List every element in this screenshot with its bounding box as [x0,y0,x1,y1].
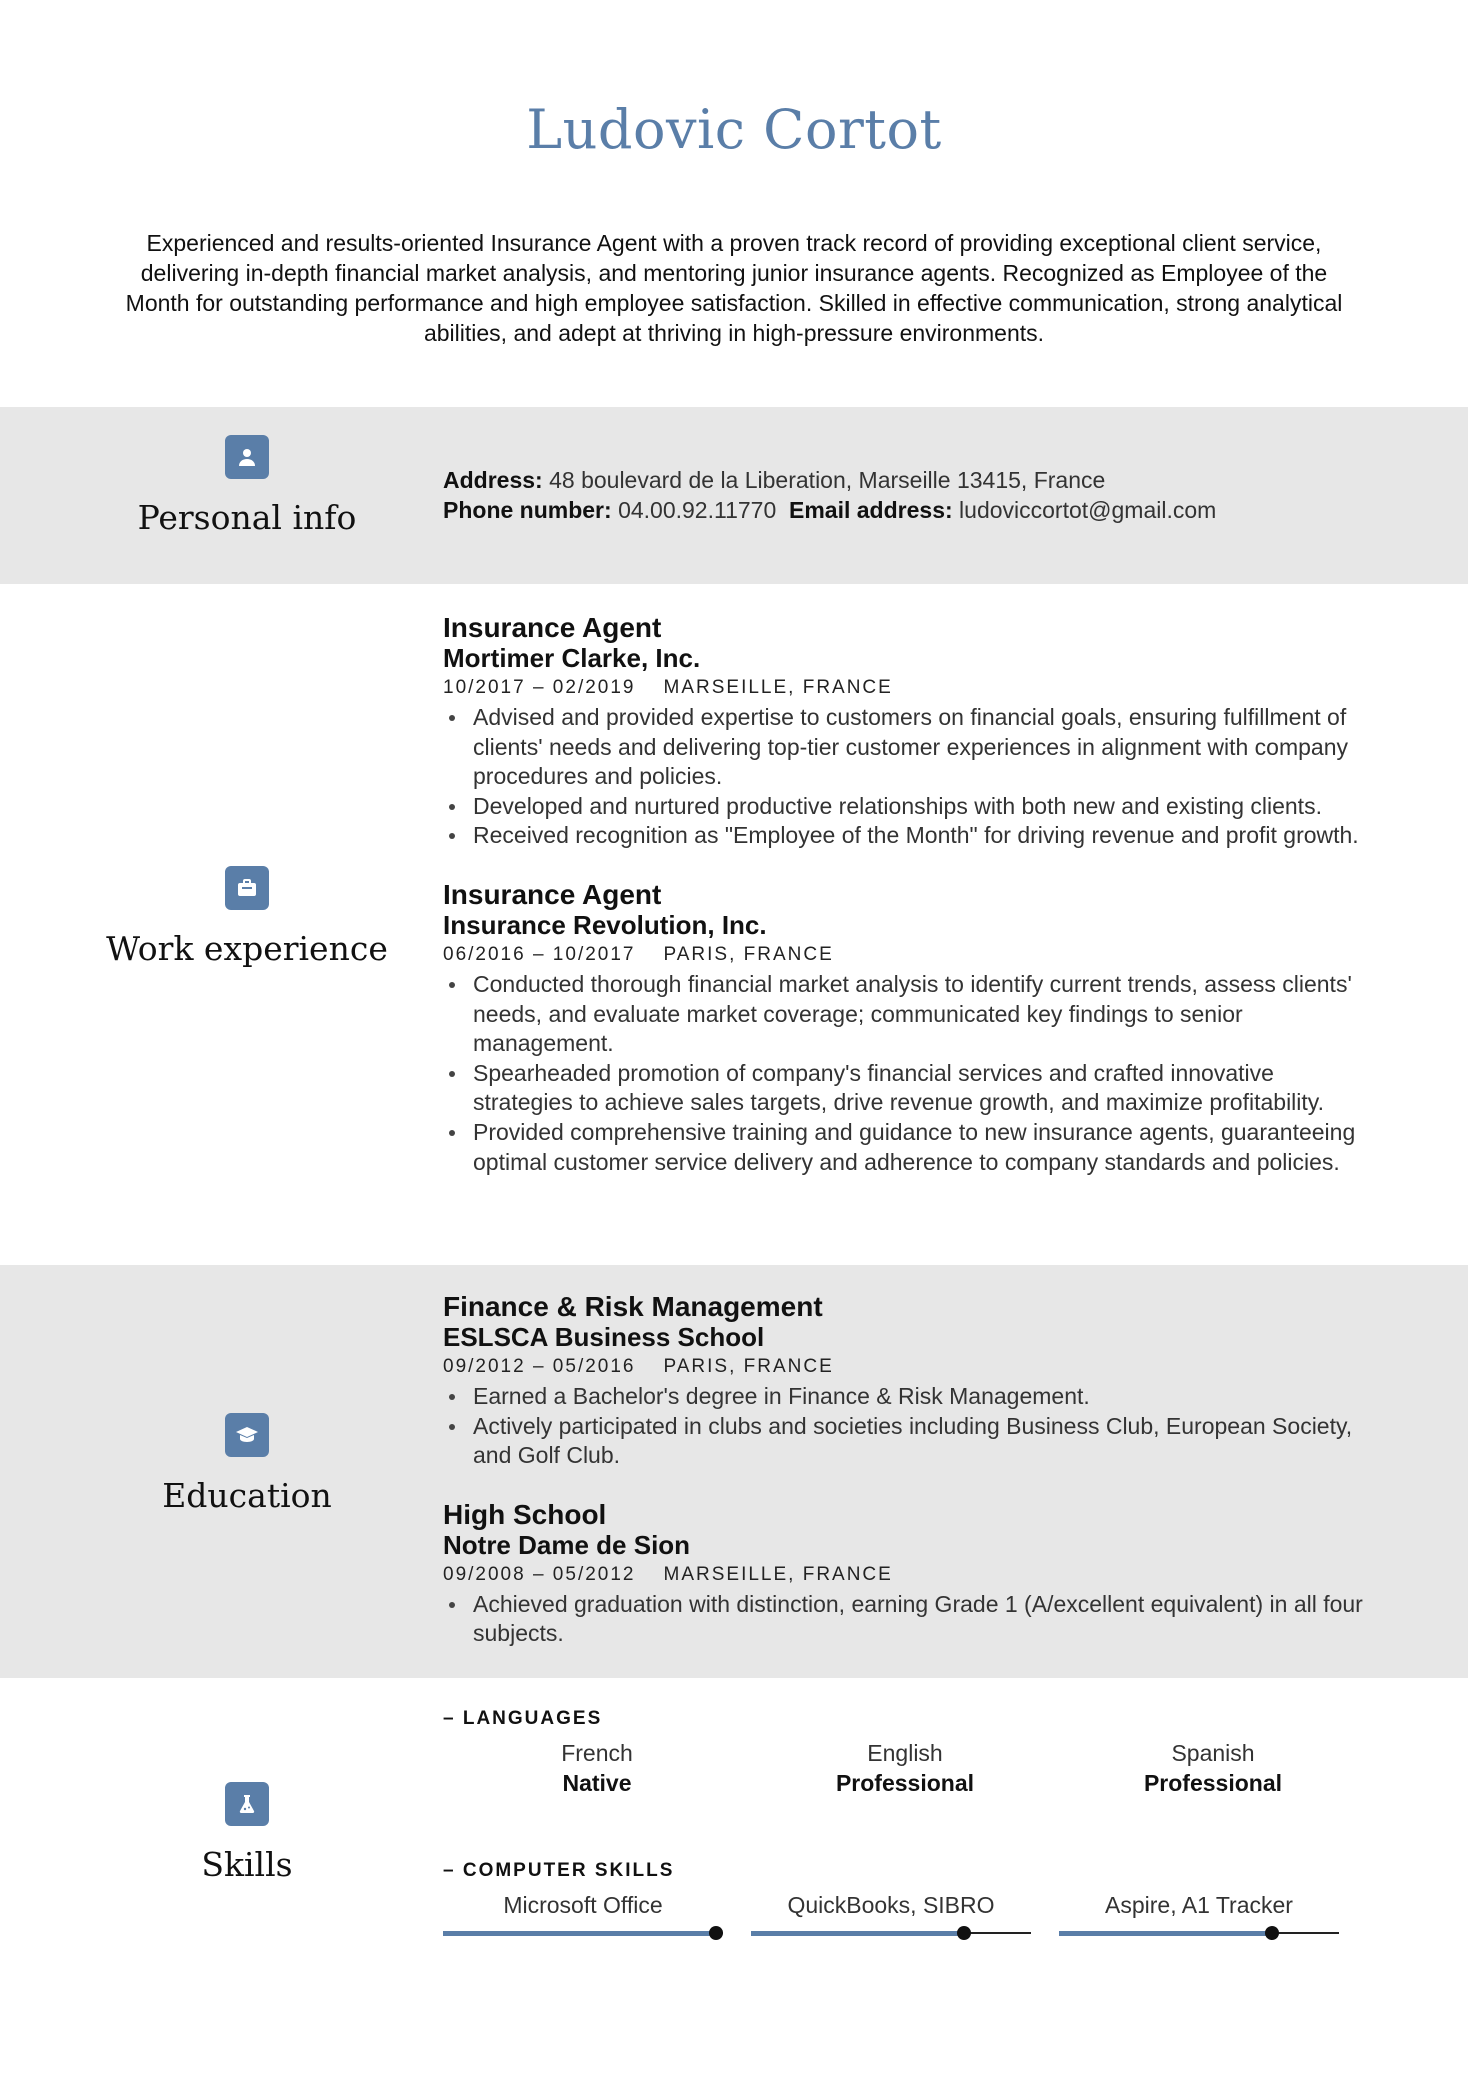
language-name: French [561,1740,633,1766]
language-level: Professional [835,1770,975,1796]
candidate-name: Ludovic Cortot [526,98,942,161]
computer-skill-name: Microsoft Office [503,1892,663,1918]
skill-level-bar [1059,1926,1339,1940]
school-name: ESLSCA Business School [443,1322,765,1352]
entry-dates: 10/2017 – 02/2019 [443,677,636,698]
entry-meta [443,1560,1373,1590]
bullet-item: Advised and provided expertise to customers on financial goals, ensuring fulfillment of clients' needs and delivering top-tier customer experiences in alignment with company procedures and policies. [443,703,1373,792]
computer-skills-list [443,1890,1373,1940]
skill-bar-knob [1265,1926,1279,1940]
language-item [751,1738,1059,1798]
entry-dates: 09/2012 – 05/2016 [443,1356,636,1377]
bullet-item: Spearheaded promotion of company's financial services and crafted innovative strategies to achieve sales targets, drive revenue growth, and maximize profitability. [443,1059,1373,1118]
language-item [1059,1738,1367,1798]
entry-meta [443,673,1373,703]
bullet-item: Earned a Bachelor's degree in Finance & Risk Management. [443,1382,1373,1412]
skill-bar-knob [957,1926,971,1940]
email-value: ludoviccortot@gmail.com [959,497,1217,523]
computer-skill-name: Aspire, A1 Tracker [1105,1892,1293,1918]
education-sidebar [0,1413,494,1515]
company-name: Mortimer Clarke, Inc. [443,643,701,673]
bullet-list [443,1382,1373,1471]
email-label: Email address: [789,497,953,523]
skills-title: Skills [201,1845,293,1884]
phone-label: Phone number: [443,497,612,523]
education-title: Education [162,1476,332,1515]
work-entry [443,612,1373,851]
bullet-item: Achieved graduation with distinction, earning Grade 1 (A/excellent equivalent) in all four subjects. [443,1590,1373,1649]
language-name: Spanish [1171,1740,1255,1766]
personal-info-content [443,465,1373,525]
language-level: Professional [1143,1770,1283,1796]
address-label: Address: [443,467,543,493]
address-value: 48 boulevard de la Liberation, Marseille 13415, France [549,467,1106,493]
bullet-list [443,703,1373,851]
work-entry [443,879,1373,1177]
job-title: Insurance Agent [443,612,662,643]
skill-bar-fill [443,1931,716,1936]
bullet-item: Conducted thorough financial market analysis to identify current trends, assess clients' needs, and evaluate market coverage; communicated key findings to senior management. [443,970,1373,1059]
computer-skill-name: QuickBooks, SIBRO [787,1892,995,1918]
degree-title: Finance & Risk Management [443,1291,823,1322]
computer-skills-heading: – COMPUTER SKILLS [443,1860,675,1881]
entry-meta [443,1352,1373,1382]
personal-info-section [0,407,1468,584]
work-experience-sidebar [0,866,494,968]
school-name: Notre Dame de Sion [443,1529,691,1560]
personal-info-sidebar [0,435,494,537]
skill-bar-knob [709,1926,723,1940]
entry-dates: 09/2008 – 05/2012 [443,1563,636,1585]
entry-location: PARIS, FRANCE [663,943,834,965]
job-title: Insurance Agent [443,878,662,910]
skills-section [0,1678,1468,2076]
entry-dates: 06/2016 – 10/2017 [443,943,636,965]
skills-sidebar [0,1782,494,1884]
company-name: Insurance Revolution, Inc. [443,909,767,940]
skill-bar-fill [751,1931,964,1936]
education-entry [443,1291,1373,1471]
profile-summary: Experienced and results-oriented Insurance Agent with a proven track record of providing exceptional client service, delivering in-depth financial market analysis, and mentoring junior insurance agents. Recognized as Employee of the Month for outstanding performance and high employee satisfaction. Skilled in effective communication, strong analytical abilities, and adept at thriving in high-pressure environments. [125,230,1343,346]
language-name: English [867,1740,943,1766]
flask-icon [225,1782,269,1826]
degree-title: High School [443,1498,607,1530]
bullet-list [443,1590,1373,1649]
computer-skill-item [751,1890,1059,1940]
entry-location: MARSEILLE, FRANCE [663,1563,893,1585]
phone-value: 04.00.92.11770 [618,497,777,523]
skill-bar-fill [1059,1931,1272,1936]
skill-level-bar [443,1926,723,1940]
skills-content [443,1708,1373,1940]
education-section [0,1265,1468,1678]
address-line [443,465,1373,495]
bullet-list [443,970,1373,1177]
computer-skill-item [443,1890,751,1940]
bullet-item: Provided comprehensive training and guidance to new insurance agents, guaranteeing optimal customer service delivery and adherence to company standards and policies. [443,1118,1373,1177]
bullet-item: Developed and nurtured productive relationships with both new and existing clients. [443,792,1373,822]
entry-meta [443,940,1373,970]
bullet-item: Received recognition as "Employee of the Month" for driving revenue and profit growth. [443,821,1373,851]
phone-email-line [443,495,1373,525]
work-experience-title: Work experience [106,929,388,968]
entry-location: PARIS, FRANCE [663,1356,834,1377]
languages-heading: – LANGUAGES [443,1708,603,1729]
work-experience-section [0,584,1468,1265]
person-icon [225,435,269,479]
work-experience-content [443,612,1373,1205]
education-entry [443,1499,1373,1649]
entry-location: MARSEILLE, FRANCE [663,677,893,698]
education-content [443,1291,1373,1677]
briefcase-icon [225,866,269,910]
bullet-item: Actively participated in clubs and societies including Business Club, European Society, and Golf Club. [443,1412,1373,1471]
language-item [443,1738,751,1798]
language-level: Native [562,1770,632,1796]
graduation-cap-icon [225,1413,269,1457]
computer-skill-item [1059,1890,1367,1940]
languages-list [443,1738,1373,1798]
personal-info-title: Personal info [137,498,357,537]
skill-level-bar [751,1926,1031,1940]
